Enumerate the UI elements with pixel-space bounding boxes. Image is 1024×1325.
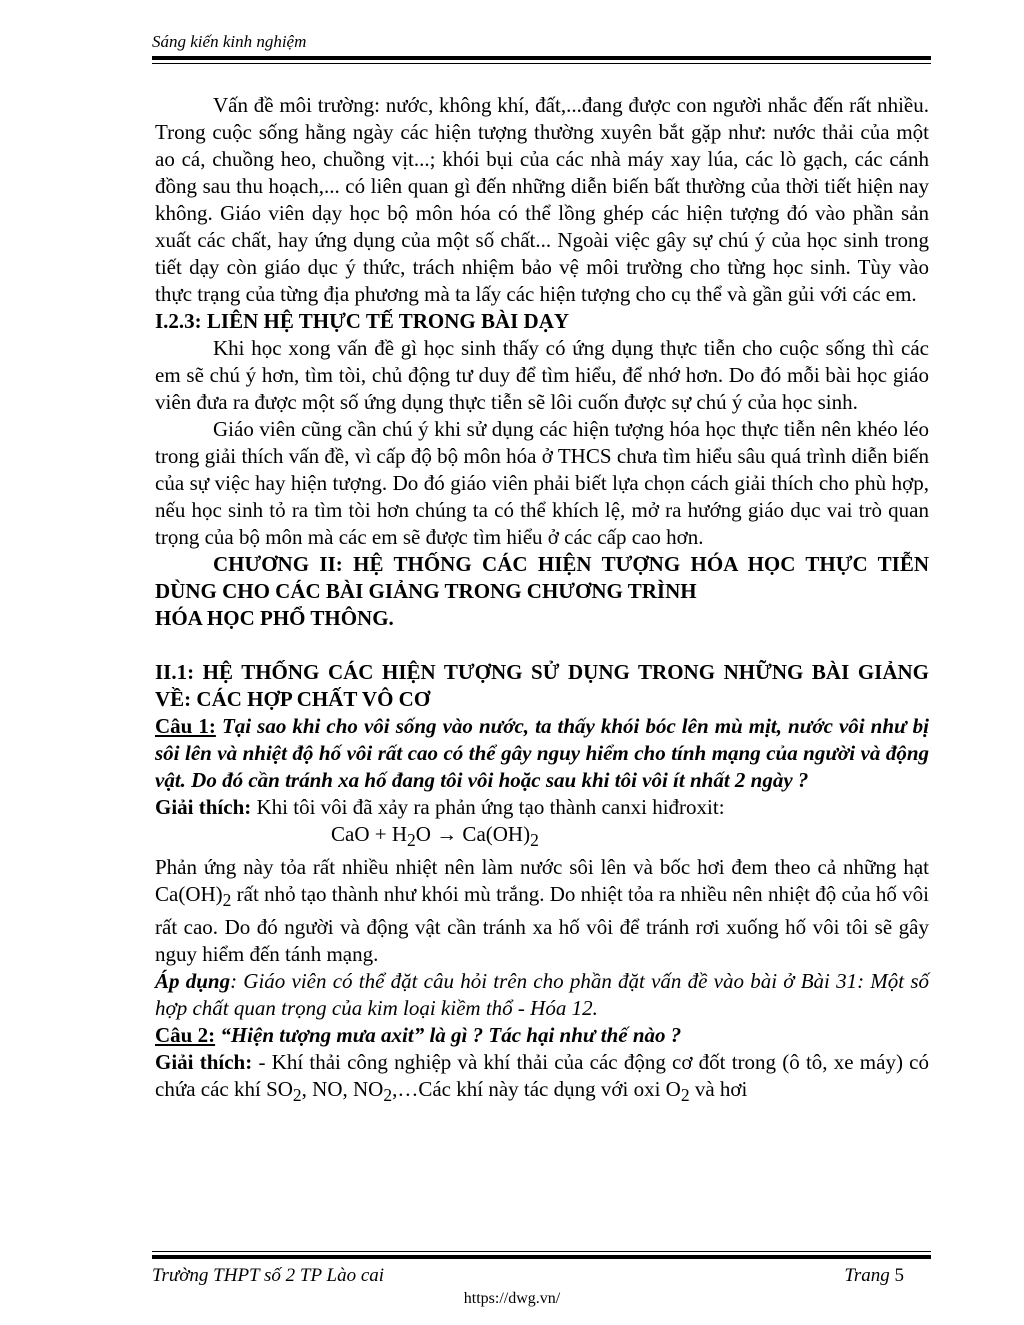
page-label: Trang [844,1265,890,1286]
footer-url[interactable]: https://dwg.vn/ [463,1290,561,1307]
question-1-label: Câu 1: [155,714,216,738]
equation-part: O → Ca(OH) [415,822,531,846]
question-1 [155,713,929,794]
explanation-subscript: 2 [680,1085,690,1106]
equation-subscript: 2 [530,830,539,851]
footer-school: Trường THPT số 2 TP Lào cai [152,1265,385,1286]
reaction-text: rất nhỏ tạo thành như khói mù trắng. Do nhiệt tỏa ra nhiều nên nhiệt độ của hố vôi rất cao. Do đó người và động vật cần tránh xa hố vôi để tránh rơi xuống hố vôi tôi sẽ gây nguy hiểm đến tánh mạng. [155,882,929,967]
paragraph-environment: Vấn đề môi trường: nước, không khí, đất,...đang được con người nhắc đến rất nhiều. Trong cuộc sống hằng ngày các hiện tượng thường xuyên bắt gặp như: nước thải của một ao cá, chuồng heo, chuồng vịt...; khói bụi của các nhà máy xay lúa, các lò gạch, các cánh đồng sau thu hoạch,... có liên quan gì đến những diễn biến bất thường của thời tiết hiện nay không. Giáo viên dạy học bộ môn hóa có thể lồng ghép các hiện tượng đó vào phần sản xuất các chất, hay ứng dụng của một số chất... Ngoài việc gây sự chú ý của học sinh trong tiết dạy còn giáo dục ý thức, trách nhiệm bảo vệ môi trường cho từng học sinh. Tùy vào thực trạng của từng địa phương mà ta lấy các hiện tượng cho cụ thể và gần gủi với các em. [155,93,929,306]
footer-rule-thick [152,1255,931,1259]
chapter-2-title-line1: CHƯƠNG II: HỆ THỐNG CÁC HIỆN TƯỢNG HÓA HỌC THỰC TIỄN DÙNG CHO CÁC BÀI GIẢNG TRONG CHƯƠNG TRÌNH [155,552,929,603]
page-content [155,92,929,1110]
question-1-application [155,968,929,1022]
footer-page [844,1265,904,1287]
question-1-explanation [155,794,929,821]
blank-line [155,632,929,659]
heading-2-1: II.1: HỆ THỐNG CÁC HIỆN TƯỢNG SỬ DỤNG TRONG NHỮNG BÀI GIẢNG VỀ: CÁC HỢP CHẤT VÔ CƠ [155,660,929,711]
question-1-reaction-note [155,854,929,968]
chapter-2-title [155,551,929,632]
explanation-label: Giải thích: [155,795,252,819]
question-1-text: Tại sao khi cho vôi sống vào nước, ta thấy khói bóc lên mù mịt, nước vôi như bị sôi lên và nhiệt độ hố vôi rất cao có thể gây nguy hiểm cho tính mạng của người và động vật. Do đó cần tránh xa hố đang tôi vôi hoặc sau khi tôi vôi ít nhất 2 ngày ? [155,714,929,792]
explanation-text: , NO, NO [301,1077,384,1102]
application-label: Áp dụng [155,969,231,994]
application-text: : Giáo viên có thể đặt câu hỏi trên cho phần đặt vấn đề vào bài ở [230,969,801,994]
explanation-label: Giải thích: [155,1050,253,1075]
chapter-2-title-line2: HÓA HỌC PHỔ THÔNG. [155,606,394,630]
header-title: Sáng kiến kinh nghiệm [152,32,307,51]
page-number: 5 [894,1265,904,1286]
question-2-explanation [155,1049,929,1109]
question-2-label: Câu 2: [155,1023,216,1048]
application-reference: Bài 31: Một số hợp chất quan trọng của kim loại kiềm thổ - Hóa 12. [155,969,929,1021]
reaction-subscript: 2 [222,890,232,911]
reaction-text: Phản ứng này tỏa rất nhiều nhiệt nên làm nước sôi lên và bốc hơi đem theo cả những hạt Ca(OH) [155,855,929,907]
equation-subscript: 2 [407,830,416,851]
explanation-text: - Khí thải công nghiệp và khí thải của các động cơ đốt trong (ô tô, xe máy) có chứa các khí SO [155,1050,929,1102]
question-2 [155,1022,929,1049]
footer-rule-thin [152,1251,931,1252]
equation-part: CaO + H [331,822,408,846]
header-rule-thin [152,63,931,64]
equation-cao-h2o [155,821,929,854]
header-rule-thick [152,56,931,60]
explanation-text: Khi tôi vôi đã xảy ra phản ứng tạo thành canxi hiđroxit: [251,795,725,819]
paragraph-teacher-note: Giáo viên cũng cần chú ý khi sử dụng các hiện tượng hóa học thực tiễn nên khéo léo trong giải thích vấn đề, vì cấp độ bộ môn hóa ở THCS chưa tìm hiểu sâu quá trình diễn biến của sự việc hay hiện tượng. Do đó giáo viên phải biết lựa chọn cách giải thích cho phù hợp, nếu học sinh tỏ ra tìm tòi hơn chúng ta có thể khích lệ, mở ra hướng giáo dục vai trò quan trọng của bộ môn mà các em sẽ được tìm hiểu ở các cấp cao hơn. [155,417,929,549]
explanation-text: và hơi [689,1077,748,1102]
heading-1-2-3: I.2.3: LIÊN HỆ THỰC TẾ TRONG BÀI DẠY [155,309,570,333]
explanation-text: ,…Các khí này tác dụng với oxi O [392,1077,681,1102]
explanation-subscript: 2 [383,1085,393,1106]
paragraph-practical-application: Khi học xong vấn đề gì học sinh thấy có ứng dụng thực tiễn cho cuộc sống thì các em sẽ chú ý hơn, tìm tòi, chủ động tư duy để tìm hiểu, để nhớ hơn. Do đó mỗi bài học giáo viên đưa ra được một số ứng dụng thực tiễn sẽ lôi cuốn được sự chú ý của học sinh. [155,336,929,414]
explanation-subscript: 2 [292,1085,302,1106]
question-2-text: “Hiện tượng mưa axit” là gì ? Tác hại như thế nào ? [215,1023,682,1048]
